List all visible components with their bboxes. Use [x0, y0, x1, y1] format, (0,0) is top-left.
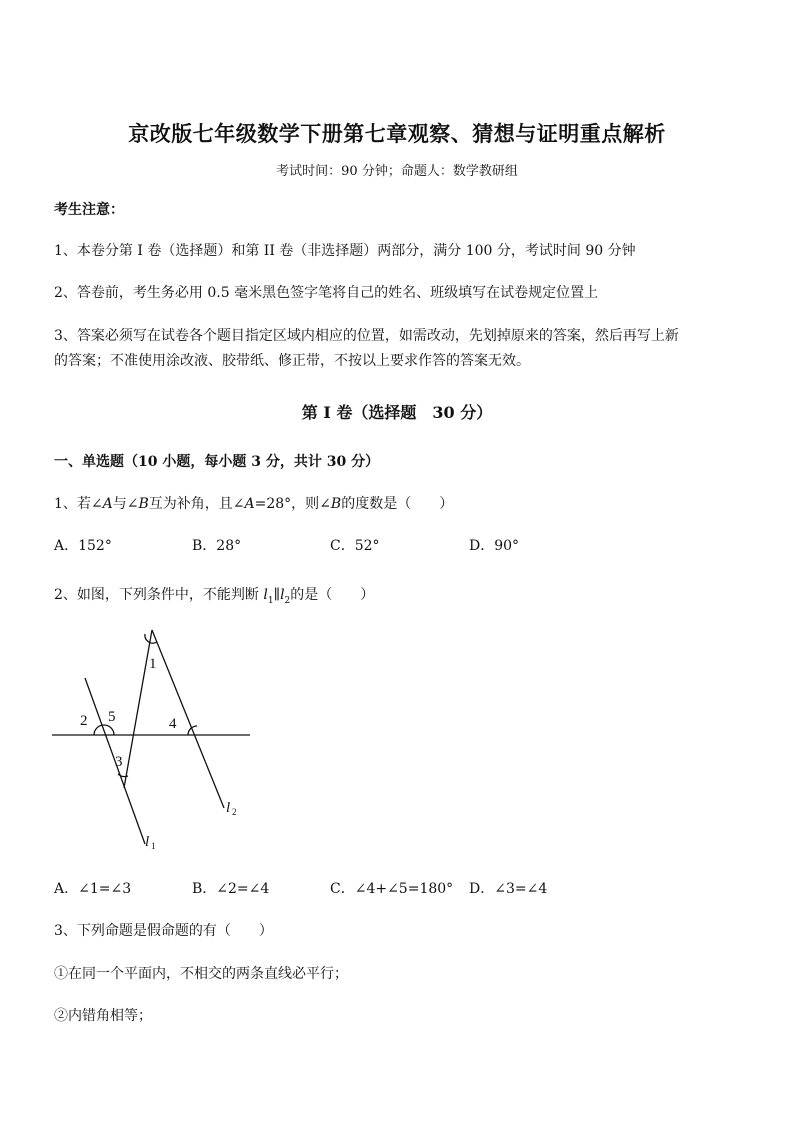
q1-option-b: B．28°	[192, 538, 242, 554]
q2-parallel-symbol: ∥	[273, 587, 281, 603]
line-l2	[152, 630, 224, 808]
section-title: 第 I 卷（选择题 30 分）	[301, 403, 493, 422]
q2-line-l2: l	[280, 587, 285, 603]
q2-line-l2-sub: 2	[284, 595, 291, 606]
q1-text-1: 与	[112, 496, 127, 512]
q3-statement-1: ①在同一个平面内，不相交的两条直线必平行；	[54, 966, 348, 982]
line-label-l2-sub: 2	[232, 807, 237, 817]
notice-heading: 考生注意：	[54, 202, 124, 218]
q2-option-c: C．∠4+∠5=180°	[330, 881, 454, 897]
connecting-line	[124, 630, 152, 788]
notice-item-3-cont: 的答案；不准使用涂改液、胶带纸、修正带，不按以上要求作答的答案无效。	[54, 353, 530, 369]
question-2-stem	[54, 585, 374, 611]
q1-angle-a: ∠A	[90, 496, 113, 512]
notice-item-1: 1、本卷分第 I 卷（选择题）和第 II 卷（非选择题）两部分，满分 100 分，考试时间 90 分钟	[54, 243, 636, 259]
angle-label-2: 2	[80, 713, 88, 729]
q2-figure	[48, 622, 258, 854]
question-3-stem: 3、下列命题是假命题的有（ ）	[54, 923, 273, 939]
q1-text-3: =28°，则	[254, 496, 320, 512]
q2-stem-pre: 2、如图，下列条件中，不能判断	[54, 587, 259, 603]
q1-option-a: A．152°	[54, 538, 112, 554]
q1-angle-b: ∠B	[126, 496, 149, 512]
q2-option-d: D．∠3=∠4	[469, 881, 548, 897]
question-1-stem	[54, 494, 453, 514]
page-title: 京改版七年级数学下册第七章观察、猜想与证明重点解析	[128, 121, 666, 146]
line-label-l2: l	[226, 800, 231, 816]
q2-line-l1: l	[263, 587, 268, 603]
q2-line-l1-sub: 1	[267, 595, 274, 606]
angle-label-1: 1	[149, 656, 157, 672]
q2-option-a: A．∠1=∠3	[54, 881, 132, 897]
angle-label-4: 4	[169, 716, 177, 732]
q3-statement-2: ②内错角相等；	[54, 1008, 152, 1024]
q1-angle-a-2: ∠A	[232, 496, 255, 512]
line-label-l1-sub: 1	[151, 841, 156, 851]
q1-text-4: 的度数是（ ）	[341, 496, 454, 512]
q1-num: 1、若	[54, 496, 91, 512]
notice-item-3: 3、答案必须写在试卷各个题目指定区域内相应的位置，如需改动，先划掉原来的答案，然后再写上新	[54, 328, 679, 344]
q1-option-d: D．90°	[469, 538, 520, 554]
angle-label-3: 3	[115, 754, 123, 770]
q1-text-2: 互为补角，且	[148, 496, 233, 512]
notice-item-2: 2、答卷前，考生务必用 0.5 毫米黑色签字笔将自己的姓名、班级填写在试卷规定位置上	[54, 285, 599, 301]
q2-stem-post: 的是（ ）	[290, 587, 375, 603]
q1-angle-b-2: ∠B	[319, 496, 342, 512]
angle-label-5: 5	[108, 709, 116, 725]
line-label-l1: l	[145, 834, 150, 850]
part-heading: 一、单选题（10 小题，每小题 3 分，共计 30 分）	[54, 454, 380, 470]
q2-option-b: B．∠2=∠4	[192, 881, 270, 897]
page-subtitle: 考试时间：90 分钟；命题人：数学教研组	[276, 164, 518, 179]
q1-option-c: C．52°	[330, 538, 380, 554]
